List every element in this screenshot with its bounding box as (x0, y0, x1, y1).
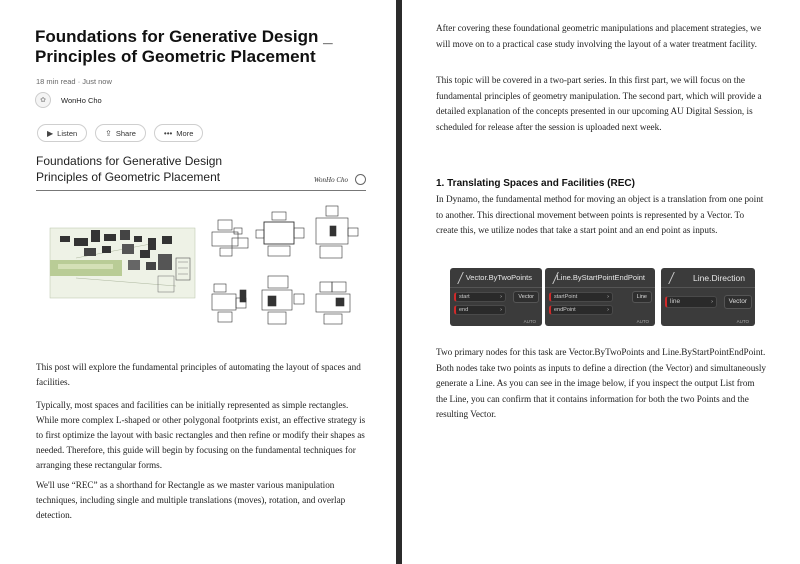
node-line-bystartpointendpoint[interactable] (545, 268, 655, 326)
input-port-start[interactable]: start › (454, 292, 506, 302)
share-label: Share (115, 128, 136, 138)
share-button[interactable] (95, 124, 146, 142)
site-plan-image (50, 228, 195, 298)
right-page (402, 0, 800, 564)
node-header: Line.Direction (661, 268, 755, 288)
paragraph-rec-shorthand: We'll use “REC” as a shorthand for Rectangle as we master various manipulation techniques, including single and multiple translations (moves), rotation, and overlap detection. (36, 480, 346, 520)
output-port-line[interactable]: Line (632, 291, 652, 303)
node-header: Vector.ByTwoPoints (450, 268, 542, 288)
article-actions (37, 124, 203, 142)
input-port-end[interactable]: end › (454, 305, 506, 315)
node-header: Line.ByStartPointEndPoint (545, 268, 655, 288)
paragraph-series: This topic will be covered in a two-part series. In this first part, we will focus on the fundamental principles of geometry manipulation. The second part, which will provide a detailed explanation of the concepts presented in our upcoming AU Digital Session, is scheduled for release after the session is uploaded next week. (436, 75, 762, 132)
play-icon: ▶ (47, 128, 54, 138)
read-time-meta: 18 min read · Just now (36, 77, 112, 86)
author-row (35, 92, 102, 108)
left-page (0, 0, 396, 564)
figure-signature: WonHo Cho (313, 176, 348, 184)
more-icon: ••• (163, 128, 173, 138)
article-title: Foundations for Generative Design _ Principles of Geometric Placement (35, 27, 333, 66)
input-port-startpoint[interactable]: startPoint › (549, 292, 613, 302)
share-icon: ⇪ (105, 128, 112, 138)
avatar[interactable]: ✿ (35, 92, 51, 108)
author-name[interactable]: WonHo Cho (61, 95, 102, 105)
paragraph-translation: In Dynamo, the fundamental method for moving an object is a translation from one point to another. This directional movement between points is represented by a Vector. To create this, we utilize nodes that take a start point and an end point as inputs. (436, 194, 764, 235)
paragraph-intro: This post will explore the fundamental principles of automating the layout of spaces and facilities. (36, 362, 361, 387)
node-icon (668, 272, 684, 284)
paragraph-case-study: After covering these foundational geometric manipulations and placement strategies, we will move on to a practical case study involving the layout of a water treatment facility. (436, 23, 762, 49)
input-port-line[interactable]: line › (665, 296, 717, 308)
figure-divider (36, 190, 366, 191)
listen-button[interactable] (37, 124, 87, 142)
input-port-endpoint[interactable]: endPoint › (549, 305, 613, 315)
paragraph-rectangles: Typically, most spaces and facilities can be initially represented as simple rectangles. While more complex L-shaped or other polygonal footprints exist, an effective strategy is to first optimize the layout with basic rectangles and then refine or modify their shapes as needed. Therefore, this guide will begin by focusing on the fundamental techniques for arranging these rectangular forms. (36, 400, 366, 470)
paragraph-primary-nodes: Two primary nodes for this task are Vector.ByTwoPoints and Line.ByStartPointEndPoint. Both nodes take two points as inputs to define a direction (the Vector) and simultaneously generate a Line. As you can see in the image below, if you inspect the output List from the Line, you can confirm that it contains information for both the two Points and the resulting Vector. (436, 347, 767, 419)
output-port-vector[interactable]: Vector (513, 291, 539, 303)
node-vector-bytwopoints[interactable] (450, 268, 542, 326)
node-line-direction[interactable] (661, 268, 755, 326)
output-port-vector[interactable]: Vector (724, 295, 752, 309)
layout-diagram (36, 198, 366, 338)
figure-title-line2: Principles of Geometric Placement (36, 170, 221, 184)
listen-label: Listen (57, 128, 78, 138)
more-button[interactable] (154, 124, 204, 142)
seal-icon (355, 174, 366, 185)
cover-figure (36, 153, 366, 338)
section-heading: 1. Translating Spaces and Facilities (REC) (436, 178, 635, 189)
figure-title-line1: Foundations for Generative Design (36, 154, 223, 168)
node-lacing[interactable]: AUTO (736, 319, 749, 324)
layout-variants (212, 206, 358, 324)
node-lacing[interactable]: AUTO (523, 319, 536, 324)
more-label: More (176, 128, 194, 138)
node-lacing[interactable]: AUTO (636, 319, 649, 324)
